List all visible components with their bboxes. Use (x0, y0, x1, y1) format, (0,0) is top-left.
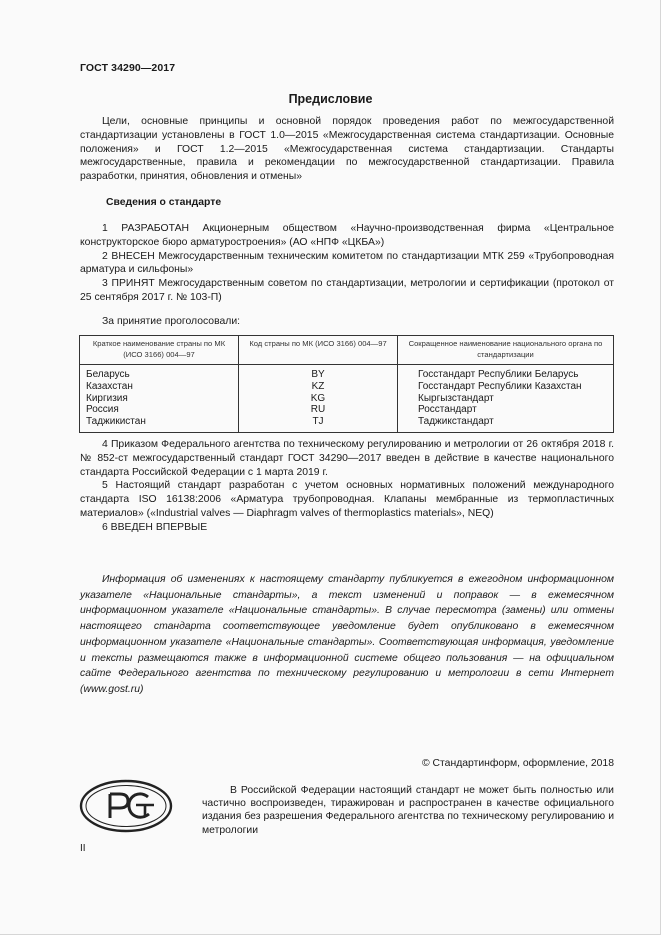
document-code: ГОСТ 34290—2017 (80, 62, 176, 74)
country-cell: Киргизия (86, 392, 128, 404)
rights-notice (202, 784, 614, 837)
rights-notice-text: В Российской Федерации настоящий стандарт не может быть полностью или частично воспроизведен, тиражирован и распространен в качестве официального издания без разрешения Федерального агентства по техническому регулированию и метрологии (202, 785, 614, 836)
table-header-row (80, 336, 614, 365)
page-title: Предисловие (288, 92, 373, 106)
country-cell: Таджикистан (86, 416, 146, 428)
changes-notice (80, 572, 614, 698)
body-column (398, 365, 614, 433)
code-cell: BY (311, 369, 325, 380)
voted-text: За принятие проголосовали: (102, 316, 241, 327)
country-column (80, 365, 239, 433)
info-items (80, 222, 614, 305)
table-body-row (80, 365, 614, 433)
pct-certification-mark-icon (78, 778, 174, 839)
country-cell: Казахстан (86, 380, 133, 392)
header-code: Код страны по МК (ИСО 3166) 004—97 (239, 336, 398, 365)
header-body: Сокращенное наименование национального органа по стандартизации (398, 336, 614, 365)
intro-paragraph (80, 115, 614, 184)
item-3: 3 ПРИНЯТ Межгосударственным советом по стандартизации, метрологии и сертификации (протокол от 25 сентября 2017 г. № 103-П) (80, 278, 614, 303)
code-column (239, 365, 398, 433)
item-4: 4 Приказом Федерального агентства по техническому регулированию и метрологии от 26 октября 2018 г. № 852-ст межгосударственный стандарт ГОСТ 34290—2017 введен в действие в качестве национального стандарта Российской Федерации с 1 марта 2019 г. (80, 439, 614, 478)
code-cell: KG (310, 392, 326, 404)
country-cell: Россия (86, 404, 119, 416)
member-states-table (79, 335, 614, 433)
code-cell: KZ (311, 380, 325, 392)
body-cell: Госстандарт Республики Казахстан (418, 380, 582, 392)
code-cell: TJ (312, 416, 324, 428)
header-country: Краткое наименование страны по МК (ИСО 3166) 004—97 (80, 336, 239, 365)
body-cell: Таджикстандарт (418, 416, 494, 428)
voted-line (80, 315, 614, 329)
changes-notice-text: Информация об изменениях к настоящему стандарту публикуется в ежегодном информационном указателе «Национальные стандарты», а текст изменений и поправок — в ежемесячном информационном указателе «Национальные стандарты». В случае пересмотра (замены) или отмены настоящего стандарта соответствующее уведомление будет опубликовано в ежемесячном информационном указателе «Национальные стандарты». Соответствующая информация, уведомление и тексты размещаются также в информационной системе общего пользования — на официальном сайте Федерального агентства по техническому регулированию и метрологии в сети Интернет (www.gost.ru) (80, 574, 614, 695)
body-cell: Росстандарт (418, 404, 477, 416)
body-cell: Госстандарт Республики Беларусь (418, 369, 579, 380)
info-items-continued (80, 438, 614, 535)
intro-text: Цели, основные принципы и основной порядок проведения работ по межгосударственной стандартизации установлены в ГОСТ 1.0—2015 «Межгосударственная система стандартизации. Основные положения» и ГОСТ 1.2—2015 «Межгосударственная система стандартизации. Стандарты межгосударственные, правила и рекомендации по межгосударственной стандартизации. Правила разработки, принятия, обновления и отмены» (80, 116, 614, 183)
info-heading: Сведения о стандарте (106, 197, 222, 208)
item-5: 5 Настоящий стандарт разработан с учетом основных нормативных положений международного стандарта ISO 16138:2006 «Арматура трубопроводная. Клапаны мембранные из термопластичных материалов» («Industrial valves — Diaphragm valves of thermoplastics materials», NEQ) (80, 480, 614, 519)
country-cell: Беларусь (86, 369, 130, 380)
copyright: © Стандартинформ, оформление, 2018 (421, 758, 614, 769)
code-cell: RU (310, 404, 326, 416)
item-2: 2 ВНЕСЕН Межгосударственным техническим комитетом по стандартизации МТК 259 «Трубопроводная арматура и сильфоны» (80, 250, 614, 276)
item-6: 6 ВВЕДЕН ВПЕРВЫЕ (102, 521, 208, 533)
page-number: II (80, 843, 86, 854)
item-1: 1 РАЗРАБОТАН Акционерным обществом «Научно-производственная фирма «Центральное конструкторское бюро арматуростроения» (АО «НПФ «ЦКБА») (80, 223, 614, 248)
body-cell: Кыргызстандарт (418, 392, 494, 404)
